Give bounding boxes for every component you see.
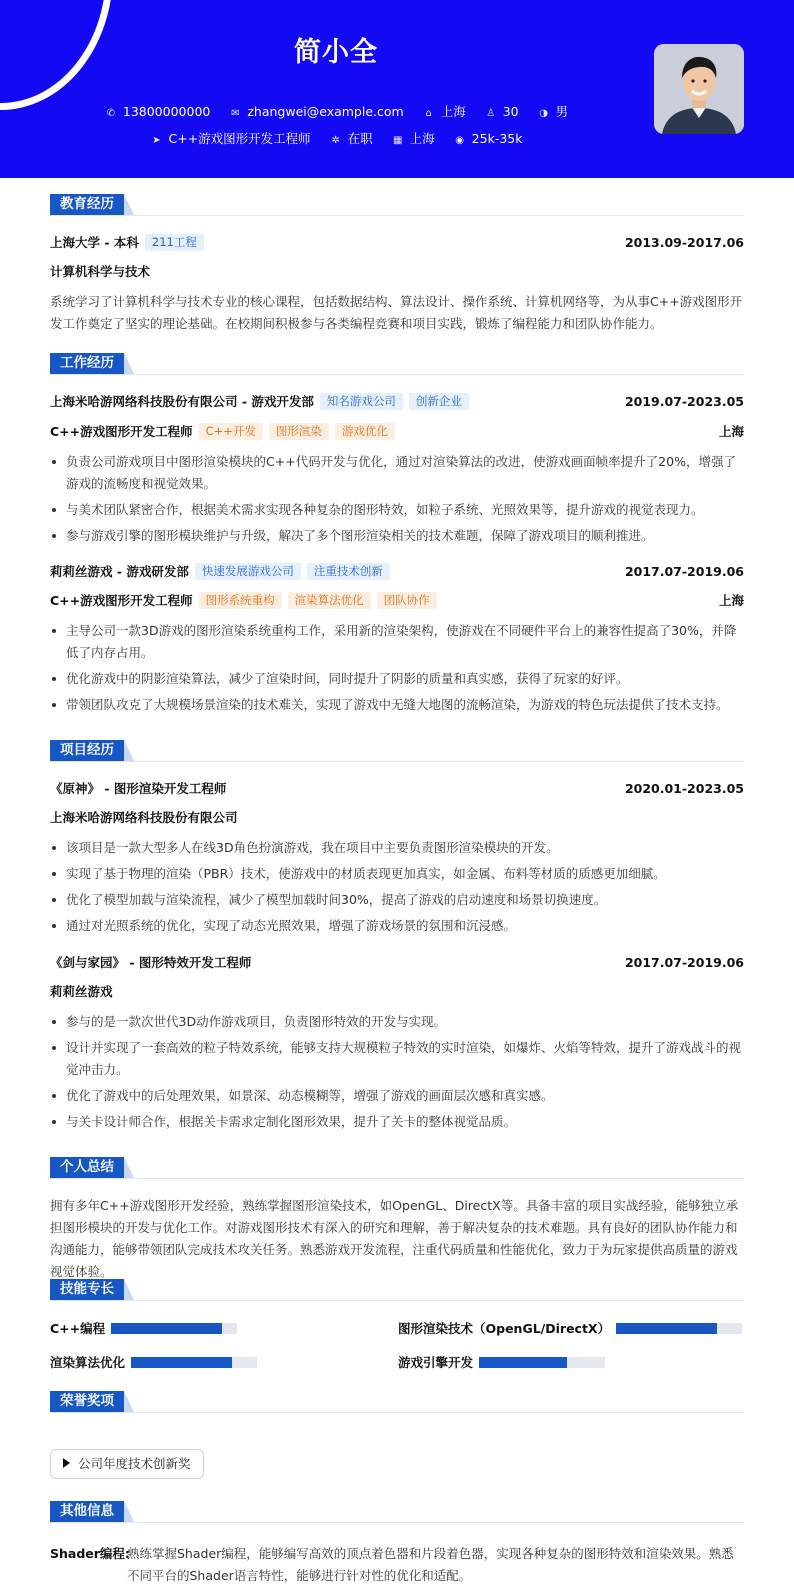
mail-icon: ✉ bbox=[231, 108, 240, 119]
location-text: 上海 bbox=[440, 104, 466, 119]
skill-name: 游戏引擎开发 bbox=[398, 1354, 474, 1370]
salary-icon: ◉ bbox=[455, 135, 465, 146]
section-education-title: 教育经历 bbox=[50, 194, 124, 215]
work-city: 上海 bbox=[718, 424, 744, 439]
skill-tag: 游戏优化 bbox=[335, 423, 395, 440]
section-projects bbox=[50, 740, 744, 761]
skill-tag: 图形系统重构 bbox=[199, 592, 282, 609]
award-chip bbox=[50, 1449, 204, 1479]
project-bullets bbox=[50, 837, 744, 941]
section-skills bbox=[50, 1279, 744, 1300]
candidate-name: 简小全 bbox=[294, 37, 378, 68]
status-text: 在职 bbox=[347, 131, 373, 146]
list-item: 主导公司一款3D游戏的图形渲染系统重构工作，采用新的渲染架构，使游戏在不同硬件平台上的兼容性提高了30%，并降低了内存占用。 bbox=[50, 620, 744, 664]
list-item: 与关卡设计师合作，根据关卡需求定制化图形效果，提升了关卡的整体视觉品质。 bbox=[50, 1111, 744, 1133]
list-item: 负责公司游戏项目中图形渲染模块的C++代码开发与优化，通过对渲染算法的改进，使游戏画面帧率提升了20%，增强了游戏的流畅度和视觉效果。 bbox=[50, 451, 744, 495]
project-header bbox=[50, 953, 744, 973]
skill-item bbox=[398, 1352, 605, 1372]
list-item: 优化了模型加载与渲染流程，减少了模型加载时间30%，提高了游戏的启动速度和场景切换速度。 bbox=[50, 889, 744, 911]
skill-item bbox=[50, 1318, 237, 1338]
section-other bbox=[50, 1501, 744, 1522]
work-role-row bbox=[50, 591, 744, 611]
skill-level-fill bbox=[479, 1357, 567, 1368]
company-tag: 快速发展游戏公司 bbox=[195, 563, 301, 580]
avatar-illustration bbox=[654, 44, 744, 134]
school-name: 上海大学 - 本科 bbox=[50, 235, 139, 250]
skill-item bbox=[50, 1352, 257, 1372]
skill-name: 图形渲染技术（OpenGL/DirectX） bbox=[398, 1320, 611, 1336]
contact-gender bbox=[537, 102, 569, 120]
skill-level-bar bbox=[131, 1357, 257, 1368]
section-other-title: 其他信息 bbox=[50, 1501, 124, 1522]
section-honors-title: 荣誉奖项 bbox=[50, 1391, 124, 1412]
resume-header bbox=[0, 0, 794, 178]
intent-city bbox=[391, 129, 435, 147]
list-item: 参与的是一款次世代3D动作游戏项目，负责图形特效的开发与实现。 bbox=[50, 1011, 744, 1033]
award-name: 公司年度技术创新奖 bbox=[78, 1456, 191, 1471]
skill-level-bar bbox=[479, 1357, 605, 1368]
education-header bbox=[50, 233, 744, 253]
skill-name: C++编程 bbox=[50, 1320, 106, 1336]
home-icon: ⌂ bbox=[425, 108, 432, 119]
work-bullets bbox=[50, 620, 744, 720]
position-text: C++游戏图形开发工程师 bbox=[168, 131, 311, 146]
contact-phone bbox=[104, 104, 210, 119]
company-tag: 知名游戏公司 bbox=[320, 393, 403, 410]
list-item: 优化了游戏中的后处理效果，如景深、动态模糊等，增强了游戏的画面层次感和真实感。 bbox=[50, 1085, 744, 1107]
work-role-row bbox=[50, 422, 744, 442]
profile-photo bbox=[654, 44, 744, 134]
project-period: 2017.07-2019.06 bbox=[624, 955, 744, 970]
skill-tag: 团队协作 bbox=[377, 592, 437, 609]
age-text: 30 bbox=[502, 104, 519, 119]
section-education bbox=[50, 194, 744, 215]
list-item: 实现了基于物理的渲染（PBR）技术，使游戏中的材质表现更加真实，如金属、布料等材质的质感更加细腻。 bbox=[50, 863, 744, 885]
intent-status bbox=[329, 129, 373, 147]
company-tag: 注重技术创新 bbox=[307, 563, 390, 580]
company-tag: 创新企业 bbox=[409, 393, 469, 410]
project-header bbox=[50, 779, 744, 799]
other-label: Shader编程: bbox=[50, 1546, 130, 1561]
work-header bbox=[50, 392, 744, 412]
city-icon: ▦ bbox=[392, 135, 403, 146]
education-major: 计算机科学与技术 bbox=[50, 264, 151, 279]
section-work bbox=[50, 353, 744, 374]
city-text: 上海 bbox=[409, 131, 435, 146]
skill-level-fill bbox=[616, 1323, 717, 1334]
skill-tag: C++开发 bbox=[199, 423, 263, 440]
play-icon bbox=[63, 1458, 70, 1468]
section-skills-title: 技能专长 bbox=[50, 1279, 124, 1300]
contact-age bbox=[484, 104, 519, 119]
work-period: 2019.07-2023.05 bbox=[624, 394, 744, 409]
other-text: 熟练掌握Shader编程，能够编写高效的顶点着色器和片段着色器，实现各种复杂的图形特效和渲染效果。熟悉不同平台的Shader语言特性，能够进行针对性的优化和适配。 bbox=[127, 1546, 734, 1583]
contact-location bbox=[422, 102, 466, 120]
skill-level-bar bbox=[616, 1323, 742, 1334]
status-icon: ✲ bbox=[331, 135, 340, 146]
project-title: 《原神》 - 图形渲染开发工程师 bbox=[50, 781, 227, 796]
intent-position bbox=[150, 129, 311, 147]
summary-text: 拥有多年C++游戏图形开发经验，熟练掌握图形渲染技术，如OpenGL、DirectX等。具备丰富的项目实战经验，能够独立承担图形模块的开发与优化工作。对游戏图形技术有深入的研究和理解，善于解决复杂的技术难题。具有良好的团队协作能力和沟通能力，能够带领团队完成技术攻关任务。熟悉游戏开发流程，注重代码质量和性能优化，致力于为玩家提供高质量的游戏视觉体验。 bbox=[50, 1198, 739, 1279]
list-item: 该项目是一款大型多人在线3D角色扮演游戏，我在项目中主要负责图形渲染模块的开发。 bbox=[50, 837, 744, 859]
work-bullets bbox=[50, 451, 744, 551]
skill-level-fill bbox=[131, 1357, 232, 1368]
skill-level-fill bbox=[111, 1323, 222, 1334]
education-description: 系统学习了计算机科学与技术专业的核心课程，包括数据结构、算法设计、操作系统、计算机网络等，为从事C++游戏图形开发工作奠定了坚实的理论基础。在校期间积极参与各类编程竞赛和项目实践，锻炼了编程能力和团队协作能力。 bbox=[50, 294, 743, 331]
section-work-title: 工作经历 bbox=[50, 353, 124, 374]
skill-item bbox=[398, 1318, 742, 1338]
salary-text: 25k-35k bbox=[471, 131, 523, 146]
section-summary bbox=[50, 1157, 744, 1178]
work-period: 2017.07-2019.06 bbox=[624, 564, 744, 579]
company-name: 上海米哈游网络科技股份有限公司 - 游戏开发部 bbox=[50, 394, 314, 409]
contact-row bbox=[0, 102, 672, 120]
work-header bbox=[50, 562, 744, 582]
section-projects-title: 项目经历 bbox=[50, 740, 124, 761]
phone-icon: ✆ bbox=[106, 108, 116, 119]
school-tag: 211工程 bbox=[145, 234, 204, 251]
age-icon: ♙ bbox=[486, 108, 496, 119]
project-company: 上海米哈游网络科技股份有限公司 bbox=[50, 810, 238, 825]
gender-icon: ◑ bbox=[539, 108, 548, 119]
education-period: 2013.09-2017.06 bbox=[624, 235, 744, 250]
email-text: zhangwei@example.com bbox=[247, 104, 404, 119]
phone-text: 13800000000 bbox=[122, 104, 211, 119]
gender-text: 男 bbox=[555, 104, 569, 119]
job-intent-row bbox=[0, 129, 672, 147]
project-period: 2020.01-2023.05 bbox=[624, 781, 744, 796]
list-item: 带领团队攻克了大规模场景渲染的技术难关，实现了游戏中无缝大地图的流畅渲染，为游戏的特色玩法提供了技术支持。 bbox=[50, 694, 744, 716]
contact-email bbox=[228, 104, 403, 119]
list-item: 通过对光照系统的优化，实现了动态光照效果，增强了游戏场景的氛围和沉浸感。 bbox=[50, 915, 744, 937]
intent-salary bbox=[453, 131, 523, 146]
skill-tag: 图形渲染 bbox=[269, 423, 329, 440]
company-name: 莉莉丝游戏 - 游戏研发部 bbox=[50, 564, 189, 579]
section-honors bbox=[50, 1391, 744, 1412]
job-role: C++游戏图形开发工程师 bbox=[50, 593, 193, 608]
list-item: 设计并实现了一套高效的粒子特效系统，能够支持大规模粒子特效的实时渲染，如爆炸、火焰等特效，提升了游戏战斗的视觉冲击力。 bbox=[50, 1037, 744, 1081]
work-city: 上海 bbox=[718, 593, 744, 608]
project-title: 《剑与家园》 - 图形特效开发工程师 bbox=[50, 955, 252, 970]
job-role: C++游戏图形开发工程师 bbox=[50, 424, 193, 439]
list-item: 与美术团队紧密合作，根据美术需求实现各种复杂的图形特效，如粒子系统、光照效果等，提升游戏的视觉表现力。 bbox=[50, 499, 744, 521]
skill-level-bar bbox=[111, 1323, 237, 1334]
skill-name: 渲染算法优化 bbox=[50, 1354, 126, 1370]
project-company: 莉莉丝游戏 bbox=[50, 984, 113, 999]
list-item: 优化游戏中的阴影渲染算法，减少了渲染时间，同时提升了阴影的质量和真实感，获得了玩家的好评。 bbox=[50, 668, 744, 690]
section-summary-title: 个人总结 bbox=[50, 1157, 124, 1178]
project-bullets bbox=[50, 1011, 744, 1137]
position-icon: ➤ bbox=[152, 135, 161, 146]
skill-tag: 渲染算法优化 bbox=[288, 592, 371, 609]
list-item: 参与游戏引擎的图形模块维护与升级，解决了多个图形渲染相关的技术难题，保障了游戏项目的顺利推进。 bbox=[50, 525, 744, 547]
